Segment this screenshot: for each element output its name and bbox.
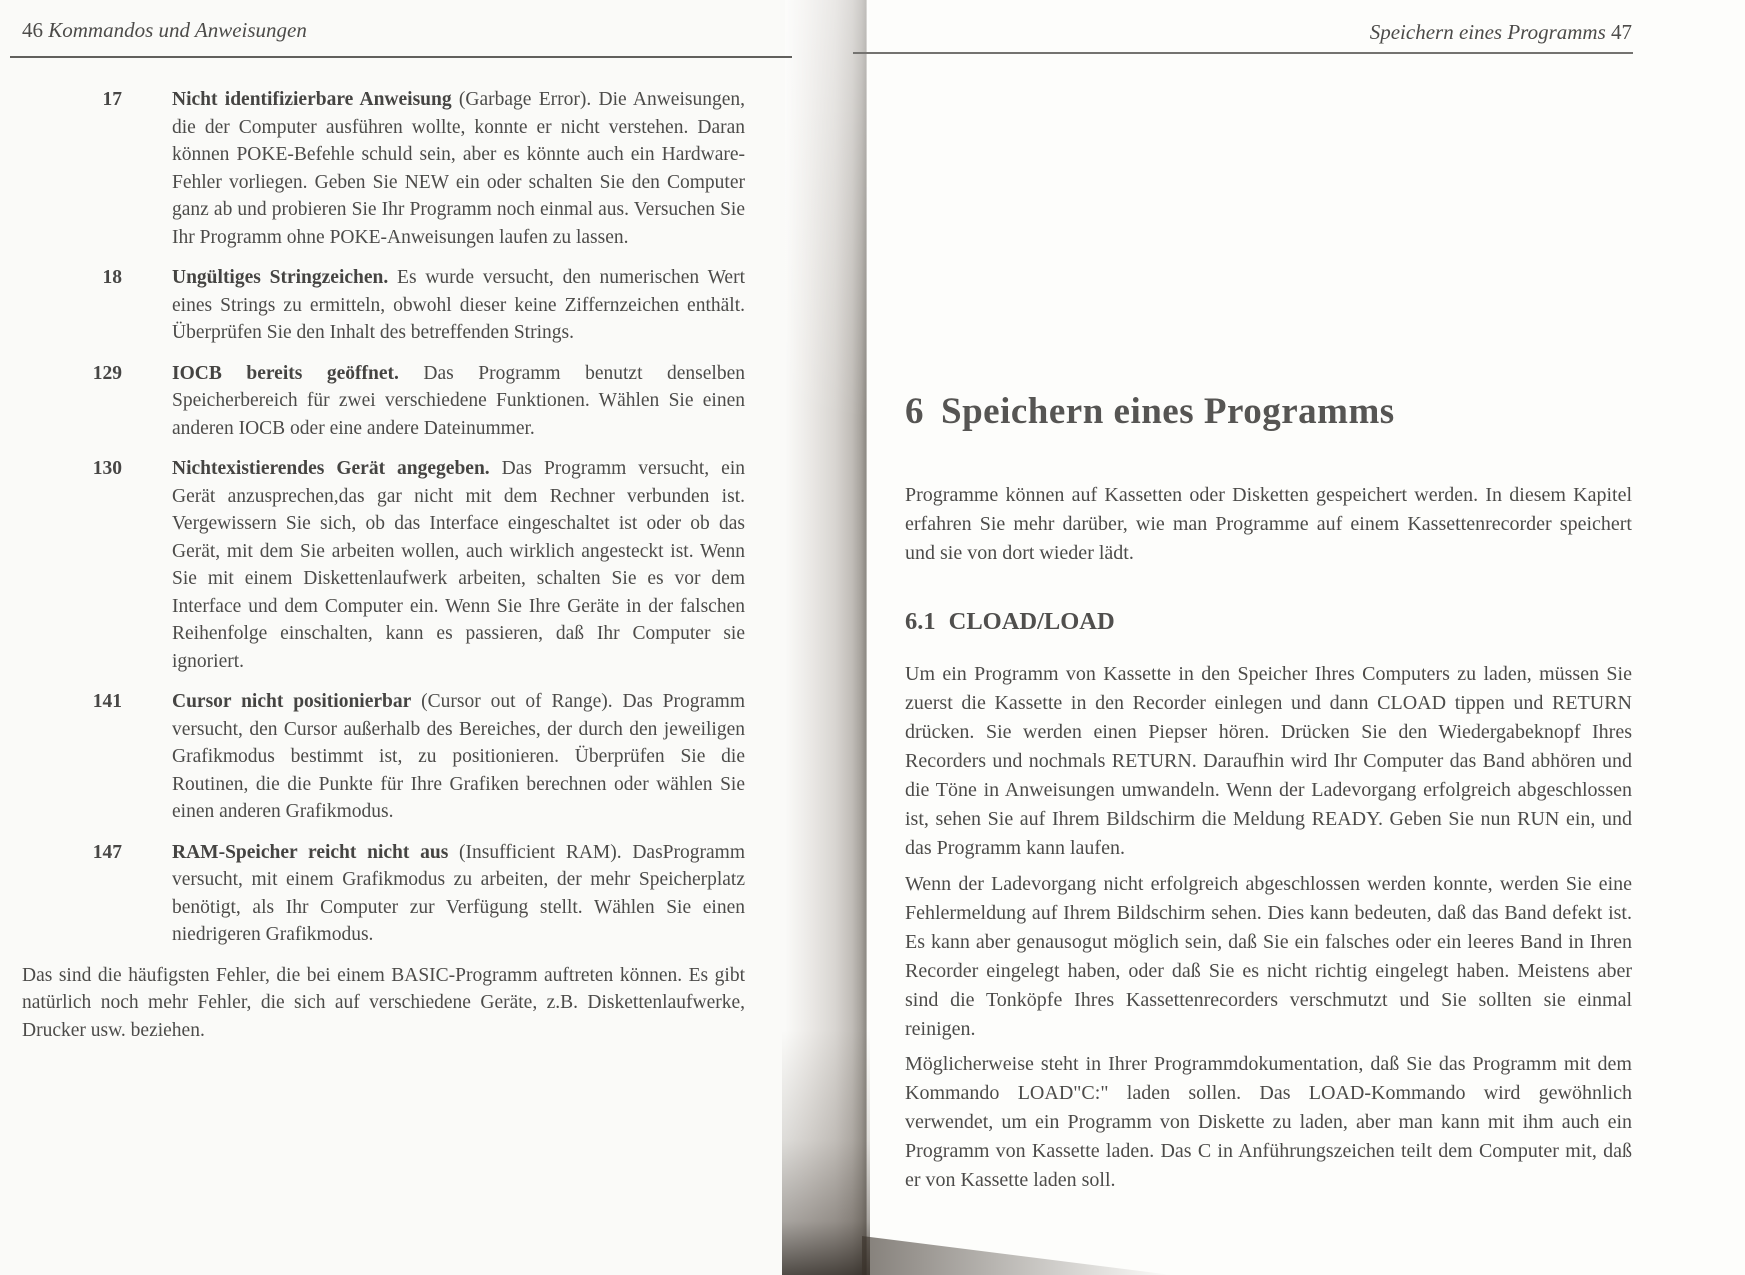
error-code: 17 <box>102 89 122 110</box>
error-list <box>0 86 745 1044</box>
right-running-title: Speichern eines Programms <box>1369 20 1606 44</box>
error-item <box>0 839 745 949</box>
error-title: RAM-Speicher reicht nicht aus <box>172 841 449 863</box>
body-paragraph: Wenn der Ladevorgang nicht erfolgreich abgeschlossen werden konnte, werden Sie eine Fehlermeldung auf Ihrem Bildschirm sehen. Dies kann bedeuten, daß das Band defekt ist. Es kann aber genausogut möglich sein, daß Sie ein falsches oder ein leeres Band in Ihren Recorder eingelegt haben, oder daß Sie es nicht richtig eingelegt haben. Meistens aber sind die Tonköpfe Ihres Kassettenrecorders verschmutzt und Sie sollten sie einmal reinigen. <box>905 873 1632 1040</box>
body-paragraph: Möglicherweise steht in Ihrer Programmdokumentation, daß Sie das Programm mit dem Kommando LOAD"C:" laden sollen. Das LOAD-Kommando wird gewöhnlich verwendet, um ein Programm von Diskette zu laden, aber man kann mit ihm auch ein Programm von Kassette laden. Das C in Anführungszeichen teilt dem Computer mit, daß er von Kassette laden soll. <box>905 1053 1632 1191</box>
left-page-number: 46 <box>22 18 43 42</box>
error-title: IOCB bereits geöffnet. <box>172 362 399 384</box>
left-running-head <box>22 18 307 43</box>
error-description <box>172 839 745 949</box>
body-paragraph: Um ein Programm von Kassette in den Speicher Ihres Computers zu laden, müssen Sie zuerst die Kassette in den Recorder einlegen und dann CLOAD tippen und RETURN drücken. Sie werden einen Piepser hören. Drücken Sie den Wiedergabeknopf Ihres Recorders und nochmals RETURN. Daraufhin wird Ihr Computer das Band abhören und die Töne in Anweisungen umwandeln. Wenn der Ladevorgang erfolgreich abgeschlossen ist, sehen Sie auf Ihrem Bildschirm die Meldung READY. Geben Sie nun RUN ein, und das Programm kann laufen. <box>905 663 1632 859</box>
gutter-top-highlight <box>785 0 869 420</box>
error-title: Ungültiges Stringzeichen. <box>172 267 389 288</box>
error-code: 141 <box>92 691 122 712</box>
error-body: Es wurde versucht, den numerischen Wert eines Strings zu ermitteln, obwohl dieser keine Ziffernzeichen enthält. Überprüfen Sie den Inhalt des betreffenden Strings. <box>172 267 745 343</box>
error-item <box>0 455 745 675</box>
error-body: (Cursor out of Range). Das Programm versucht, den Cursor außerhalb des Bereiches, der durch den jeweiligen Grafikmodus bestimmt ist, zu positionieren. Überprüfen Sie die Routinen, die die Punkte für Ihre Grafiken berechnen oder wählen Sie einen anderen Grafikmodus. <box>172 691 745 822</box>
right-running-head <box>1370 20 1632 45</box>
error-description <box>172 688 745 826</box>
left-header-rule <box>10 56 792 58</box>
error-description <box>172 360 745 443</box>
right-header-rule <box>853 52 1633 54</box>
error-code: 130 <box>92 458 122 479</box>
error-body: Das Programm benutzt denselben Speicherbereich für zwei verschiedene Funktionen. Wählen Sie einen anderen IOCB oder eine andere Dateinummer. <box>172 362 745 439</box>
error-code: 129 <box>92 362 122 384</box>
chapter-heading <box>905 390 1395 433</box>
error-body: (Garbage Error). Die Anweisungen, die der Computer ausführen wollte, konnte er nicht verstehen. Daran können POKE-Befehle schuld sein, aber es könnte auch ein Hardware-Fehler vorliegen. Geben Sie NEW ein oder schalten Sie den Computer ganz ab und probieren Sie Ihr Programm noch einmal aus. Versuchen Sie Ihr Programm ohne POKE-Anweisungen laufen zu lassen. <box>172 89 745 248</box>
chapter-title: Speichern eines Programms <box>941 391 1395 432</box>
error-item <box>0 264 745 347</box>
section-number: 6.1 <box>905 608 936 635</box>
error-description <box>172 264 745 347</box>
intro-paragraph: Programme können auf Kassetten oder Disketten gespeichert werden. In diesem Kapitel erfahren Sie mehr darüber, wie man Programme auf einem Kassettenrecorder speichert und sie von dort wieder lädt. <box>905 484 1632 564</box>
error-title: Nichtexistierendes Gerät angegeben. <box>172 458 490 479</box>
right-page-number: 47 <box>1611 20 1632 44</box>
error-code: 18 <box>102 267 122 288</box>
gutter-bottom-shadow <box>782 1030 870 1275</box>
left-running-title: Kommandos und Anweisungen <box>48 18 307 42</box>
error-title: Cursor nicht positionierbar <box>172 691 412 712</box>
error-body: (Insufficient RAM). DasProgramm versucht, mit einem Grafikmodus zu arbeiten, der mehr Speicherplatz benötigt, als Ihr Computer zur Verfügung stellt. Wählen Sie einen niedrigeren Grafikmodus. <box>172 841 745 945</box>
error-description <box>172 455 745 675</box>
error-body: Das Programm versucht, ein Gerät anzusprechen,das gar nicht mit dem Rechner verbunden ist. Vergewissern Sie sich, ob das Interface eingeschaltet ist oder ob das Gerät, mit dem Sie arbeiten wollen, auch wirklich angesteckt ist. Wenn Sie mit einem Diskettenlaufwerk arbeiten, schalten Sie es vor dem Interface und dem Computer ein. Wenn Sie Ihre Geräte in der falschen Reihenfolge einschalten, kann es passieren, daß Ihr Computer sie ignoriert. <box>172 458 745 672</box>
error-item <box>0 360 745 443</box>
chapter-number: 6 <box>905 391 924 432</box>
error-item <box>0 86 745 251</box>
error-code: 147 <box>92 841 122 863</box>
right-page-content <box>867 0 1745 1275</box>
error-item <box>0 688 745 826</box>
error-description <box>172 86 745 251</box>
closing-paragraph: Das sind die häufigsten Fehler, die bei einem BASIC-Programm auftreten können. Es gibt natürlich noch mehr Fehler, die sich auf verschiedene Geräte, z.B. Diskettenlaufwerke, Drucker usw. beziehen. <box>22 964 745 1041</box>
section-title: CLOAD/LOAD <box>948 608 1115 635</box>
error-title: Nicht identifizierbare Anweisung <box>172 89 452 110</box>
section-heading <box>905 608 1115 636</box>
